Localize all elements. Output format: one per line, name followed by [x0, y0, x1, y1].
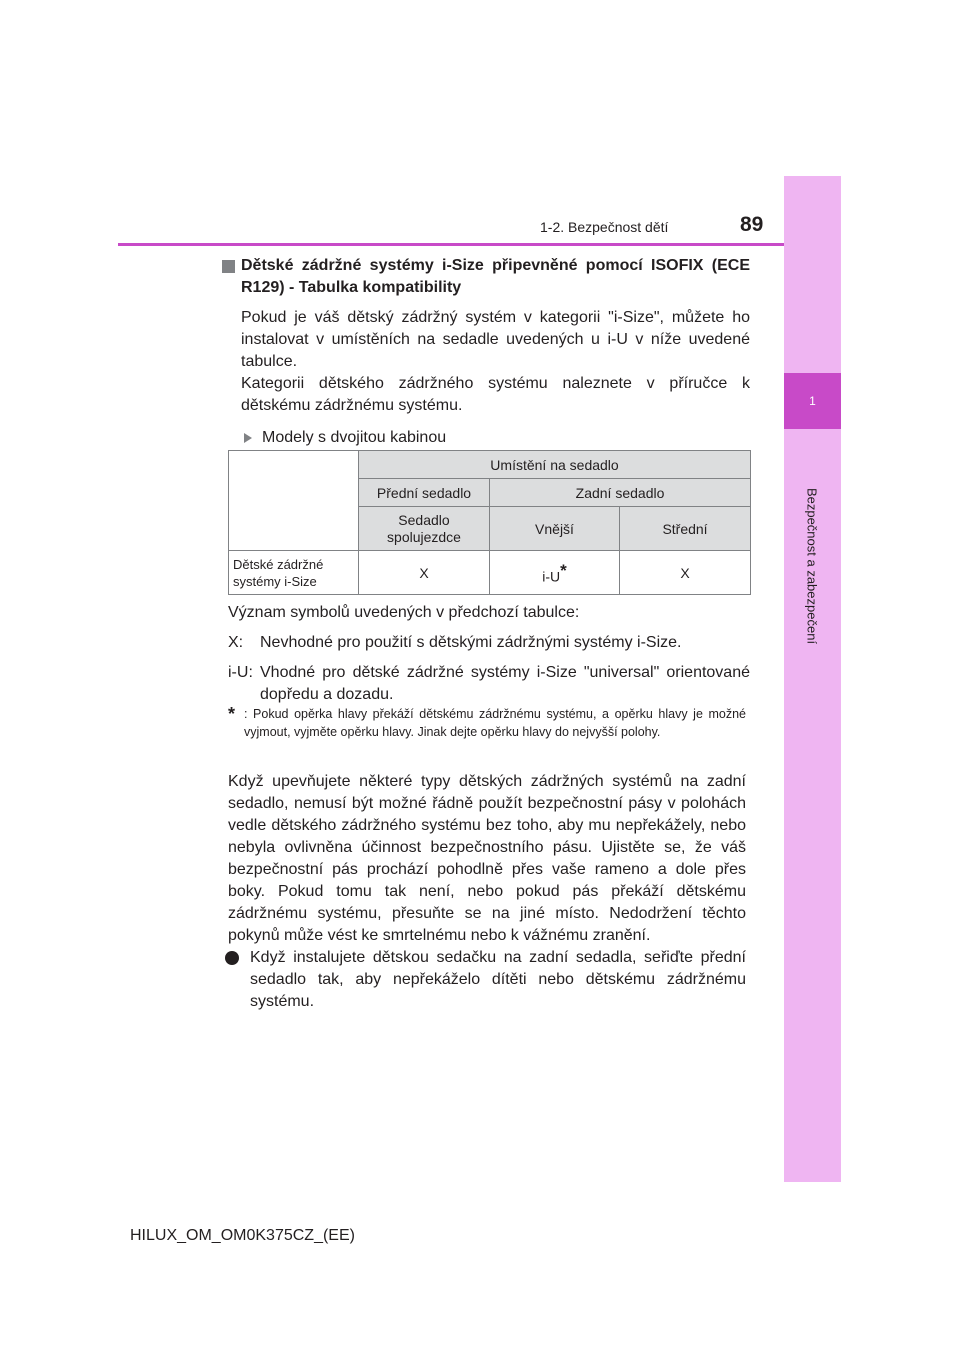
row-label-isize: Dětské zádržné systémy i-Size	[229, 551, 359, 595]
triangle-bullet-icon	[244, 433, 252, 443]
document-code: HILUX_OM_OM0K375CZ_(EE)	[130, 1227, 355, 1244]
section-heading-text: Dětské zádržné systémy i-Size připevněné pomocí ISOFIX (ECE R129) - Tabulka kompatibility	[241, 257, 750, 296]
subheading	[222, 427, 750, 449]
section-heading	[222, 255, 750, 299]
legend-key-iu: i-U:	[228, 664, 253, 681]
compatibility-table	[228, 450, 751, 595]
cell-center: X	[620, 551, 751, 595]
legend-intro: Význam symbolů uvedených v předchozí tabulce:	[228, 604, 580, 621]
header-front-seat: Přední sedadlo	[359, 479, 490, 507]
legend-row-x	[228, 632, 750, 654]
legend-text-x: Nevhodné pro použití s dětskými zádržnými systémy i-Size.	[260, 634, 682, 651]
footnote	[228, 705, 746, 741]
cell-passenger: X	[359, 551, 490, 595]
page-number: 89	[740, 213, 764, 236]
bullet-text: Když instalujete dětskou sedačku na zadní sedadla, seřiďte přední sedadlo tak, aby nepřekáželo dítěti nebo dětskému zádržnému systému.	[250, 949, 746, 1010]
intro-paragraph-1: Pokud je váš dětský zádržný systém v kategorii "i-Size", můžete ho instalovat v umístěních na sedadle uvedených u i-U v níže uvedené tabulce.	[241, 309, 750, 370]
cell-outer	[490, 551, 620, 595]
footnote-text: : Pokud opěrka hlavy překáží dětskému zádržnému systému, a opěrku hlavy je možné vyjmout, vyjměte opěrku hlavy. Jinak dejte opěrku hlavy do nejvyšší polohy.	[244, 707, 746, 739]
header-passenger-seat: Sedadlo spolujezdce	[359, 507, 490, 551]
main-content	[222, 250, 750, 449]
chapter-number: 1	[784, 373, 841, 429]
intro-paragraph-2: Kategorii dětského zádržného systému naleznete v příručce k dětskému zádržnému systému.	[241, 375, 750, 414]
warning-paragraph: Když upevňujete některé typy dětských zádržných systémů na zadní sedadlo, nemusí být možné řádně použít bezpečnostní pásy v polohách vedle dětského zádržného systému bez toho, aby mu nepřekážely, nebo nebyla ovlivněna účinnost bezpečnostního pásu. Ujistěte se, že váš bezpečnostní pás prochází pohodlně přes vaše rameno a dole přes boky. Pokud tomu tak není, nebo pokud pás překáží dětskému zádržnému systému, přesuňte se na jiné místo. Nedodržení těchto pokynů může vést ke smrtelnému nebo k vážnému zranění.	[228, 773, 746, 944]
bullet-item	[222, 947, 746, 1013]
legend	[228, 602, 750, 706]
legend-row-iu	[228, 662, 750, 706]
legend-text-iu: Vhodné pro dětské zádržné systémy i-Size "universal" orientované dopředu a dozadu.	[260, 664, 750, 703]
header-rear-seat: Zadní sedadlo	[490, 479, 751, 507]
table-corner-cell	[229, 451, 359, 551]
subheading-text: Modely s dvojitou kabinou	[262, 429, 447, 446]
header-seat-position: Umístění na sedadlo	[359, 451, 751, 479]
cell-outer-value: i-U	[542, 568, 561, 585]
header-outer: Vnější	[490, 507, 620, 551]
header-center: Střední	[620, 507, 751, 551]
header-divider	[118, 243, 784, 246]
square-bullet-icon	[222, 260, 235, 273]
section-title: 1-2. Bezpečnost dětí	[540, 219, 669, 235]
chapter-label: Bezpečnost a zabezpečení	[804, 487, 820, 645]
bullet-dot-icon	[225, 951, 239, 965]
legend-key-x: X:	[228, 634, 244, 651]
cell-outer-mark: *	[560, 560, 567, 580]
footnote-mark: *	[228, 704, 236, 724]
chapter-side-tab	[784, 176, 841, 1182]
